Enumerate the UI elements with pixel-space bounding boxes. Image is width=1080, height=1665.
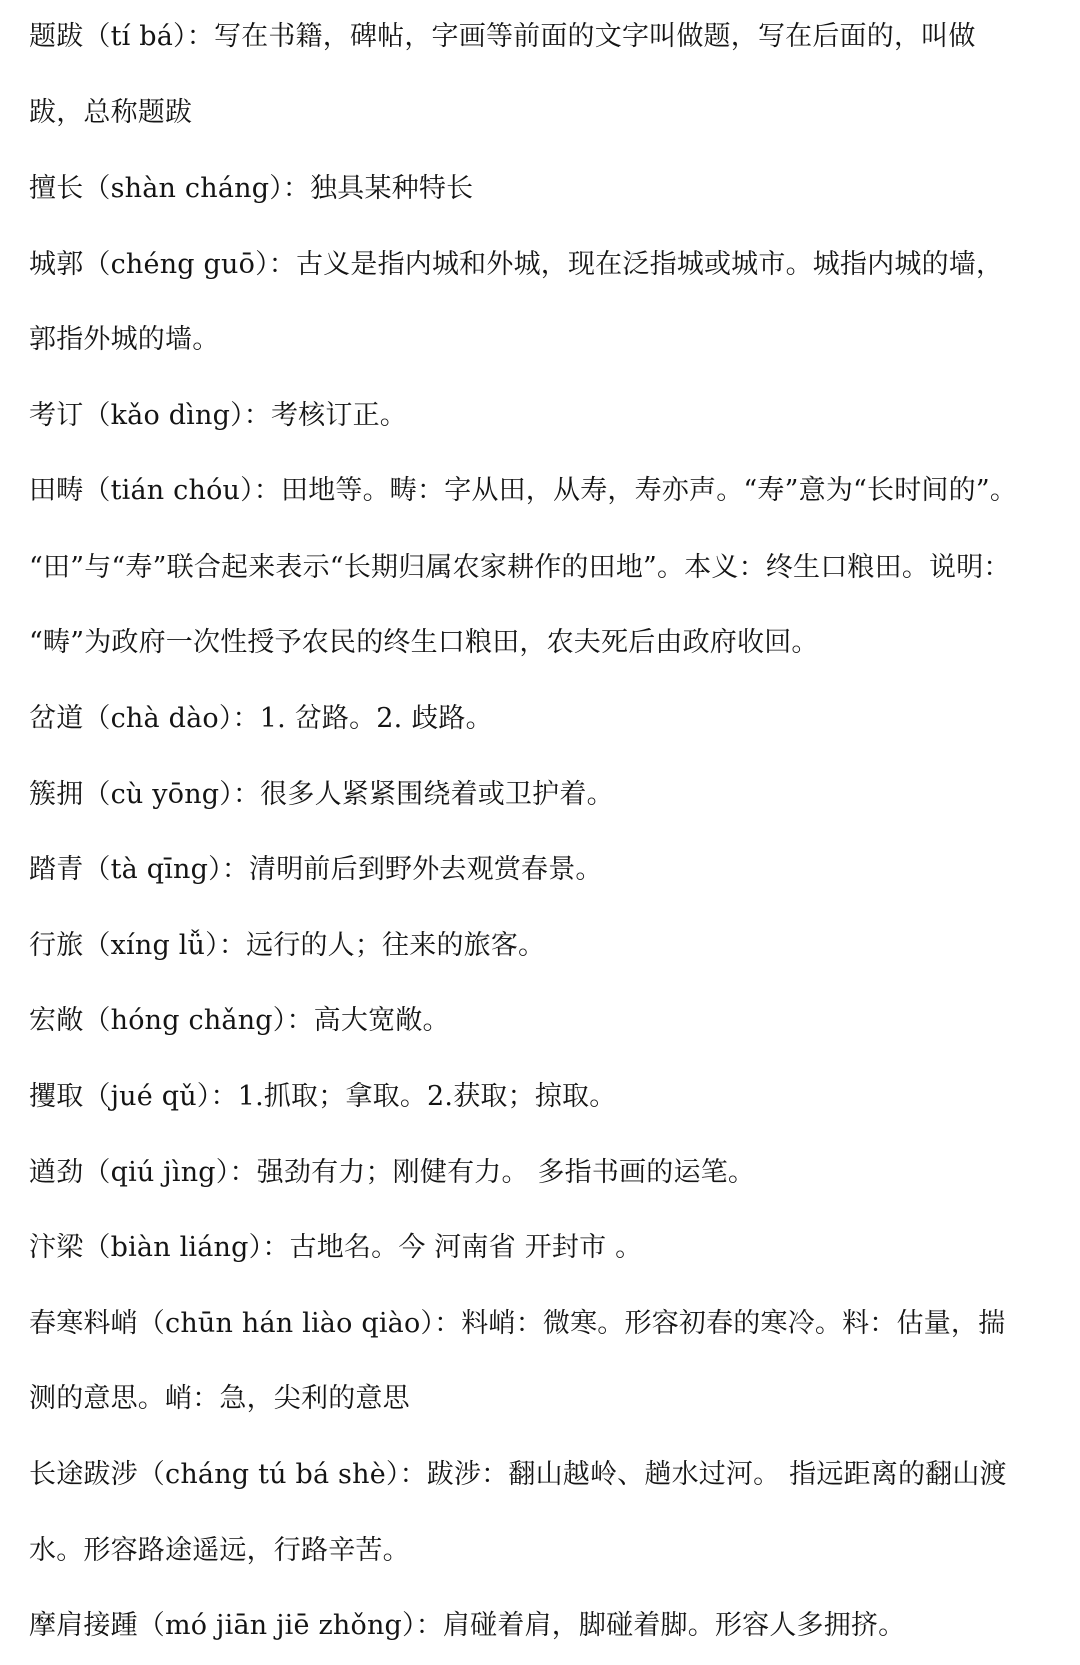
text-line-tiba-cont: 跋，总称题跋 <box>29 97 193 128</box>
text-line-changtu-cont: 水。形容路途遥远，行路辛苦。 <box>29 1535 410 1566</box>
text-line-bianliang: 汴梁（biàn liáng）：古地名。今 河南省 开封市 。 <box>29 1232 643 1263</box>
text-line-jueqv: 攫取（jué qǔ）：1.抓取；拿取。2.获取；掠取。 <box>29 1081 617 1112</box>
text-line-shanchang: 擅长（shàn cháng）：独具某种特长 <box>29 173 474 204</box>
text-line-taqing: 踏青（tà qīng）：清明前后到野外去观赏春景。 <box>29 854 603 885</box>
text-line-chunhan-cont: 测的意思。峭：急，尖利的意思 <box>29 1383 410 1414</box>
text-line-tianchou-cont-2: “畴”为政府一次性授予农民的终生口粮田，农夫死后由政府收回。 <box>29 627 819 658</box>
text-line-tianchou: 田畴（tián chóu）：田地等。畴：字从田，从寿，寿亦声。“寿”意为“长时间的”。 <box>29 475 1018 506</box>
text-line-qiujing: 遒劲（qiú jìng）：强劲有力；刚健有力。 多指书画的运笔。 <box>29 1157 756 1188</box>
text-line-chadao: 岔道（chà dào）：1. 岔路。2. 歧路。 <box>29 703 493 734</box>
text-line-cuyong: 簇拥（cù yōng）：很多人紧紧围绕着或卫护着。 <box>29 779 614 810</box>
text-line-chunhan: 春寒料峭（chūn hán liào qiào）：料峭：微寒。形容初春的寒冷。料：估量，揣 <box>29 1308 1006 1339</box>
text-line-kaoding: 考订（kǎo dìng）：考核订正。 <box>29 400 407 431</box>
text-line-chengguo-cont: 郭指外城的墙。 <box>29 324 220 355</box>
text-line-hongchang: 宏敞（hóng chǎng）：高大宽敞。 <box>29 1005 450 1036</box>
text-line-tianchou-cont-1: “田”与“寿”联合起来表示“长期归属农家耕作的田地”。本义：终生口粮田。说明： <box>29 552 1011 583</box>
text-line-chengguo: 城郭（chéng guō）：古义是指内城和外城，现在泛指城或城市。城指内城的墙， <box>29 249 1004 280</box>
text-line-tiba: 题跋（tí bá）：写在书籍，碑帖，字画等前面的文字叫做题，写在后面的，叫做 <box>29 21 976 52</box>
text-line-changtu: 长途跋涉（cháng tú bá shè）：跋涉：翻山越岭、趟水过河。 指远距离的翻山渡 <box>29 1459 1007 1490</box>
text-line-xinglv: 行旅（xíng lǚ）：远行的人；往来的旅客。 <box>29 930 546 961</box>
text-line-mojian: 摩肩接踵（mó jiān jiē zhǒng）：肩碰着肩，脚碰着脚。形容人多拥挤。 <box>29 1610 906 1641</box>
